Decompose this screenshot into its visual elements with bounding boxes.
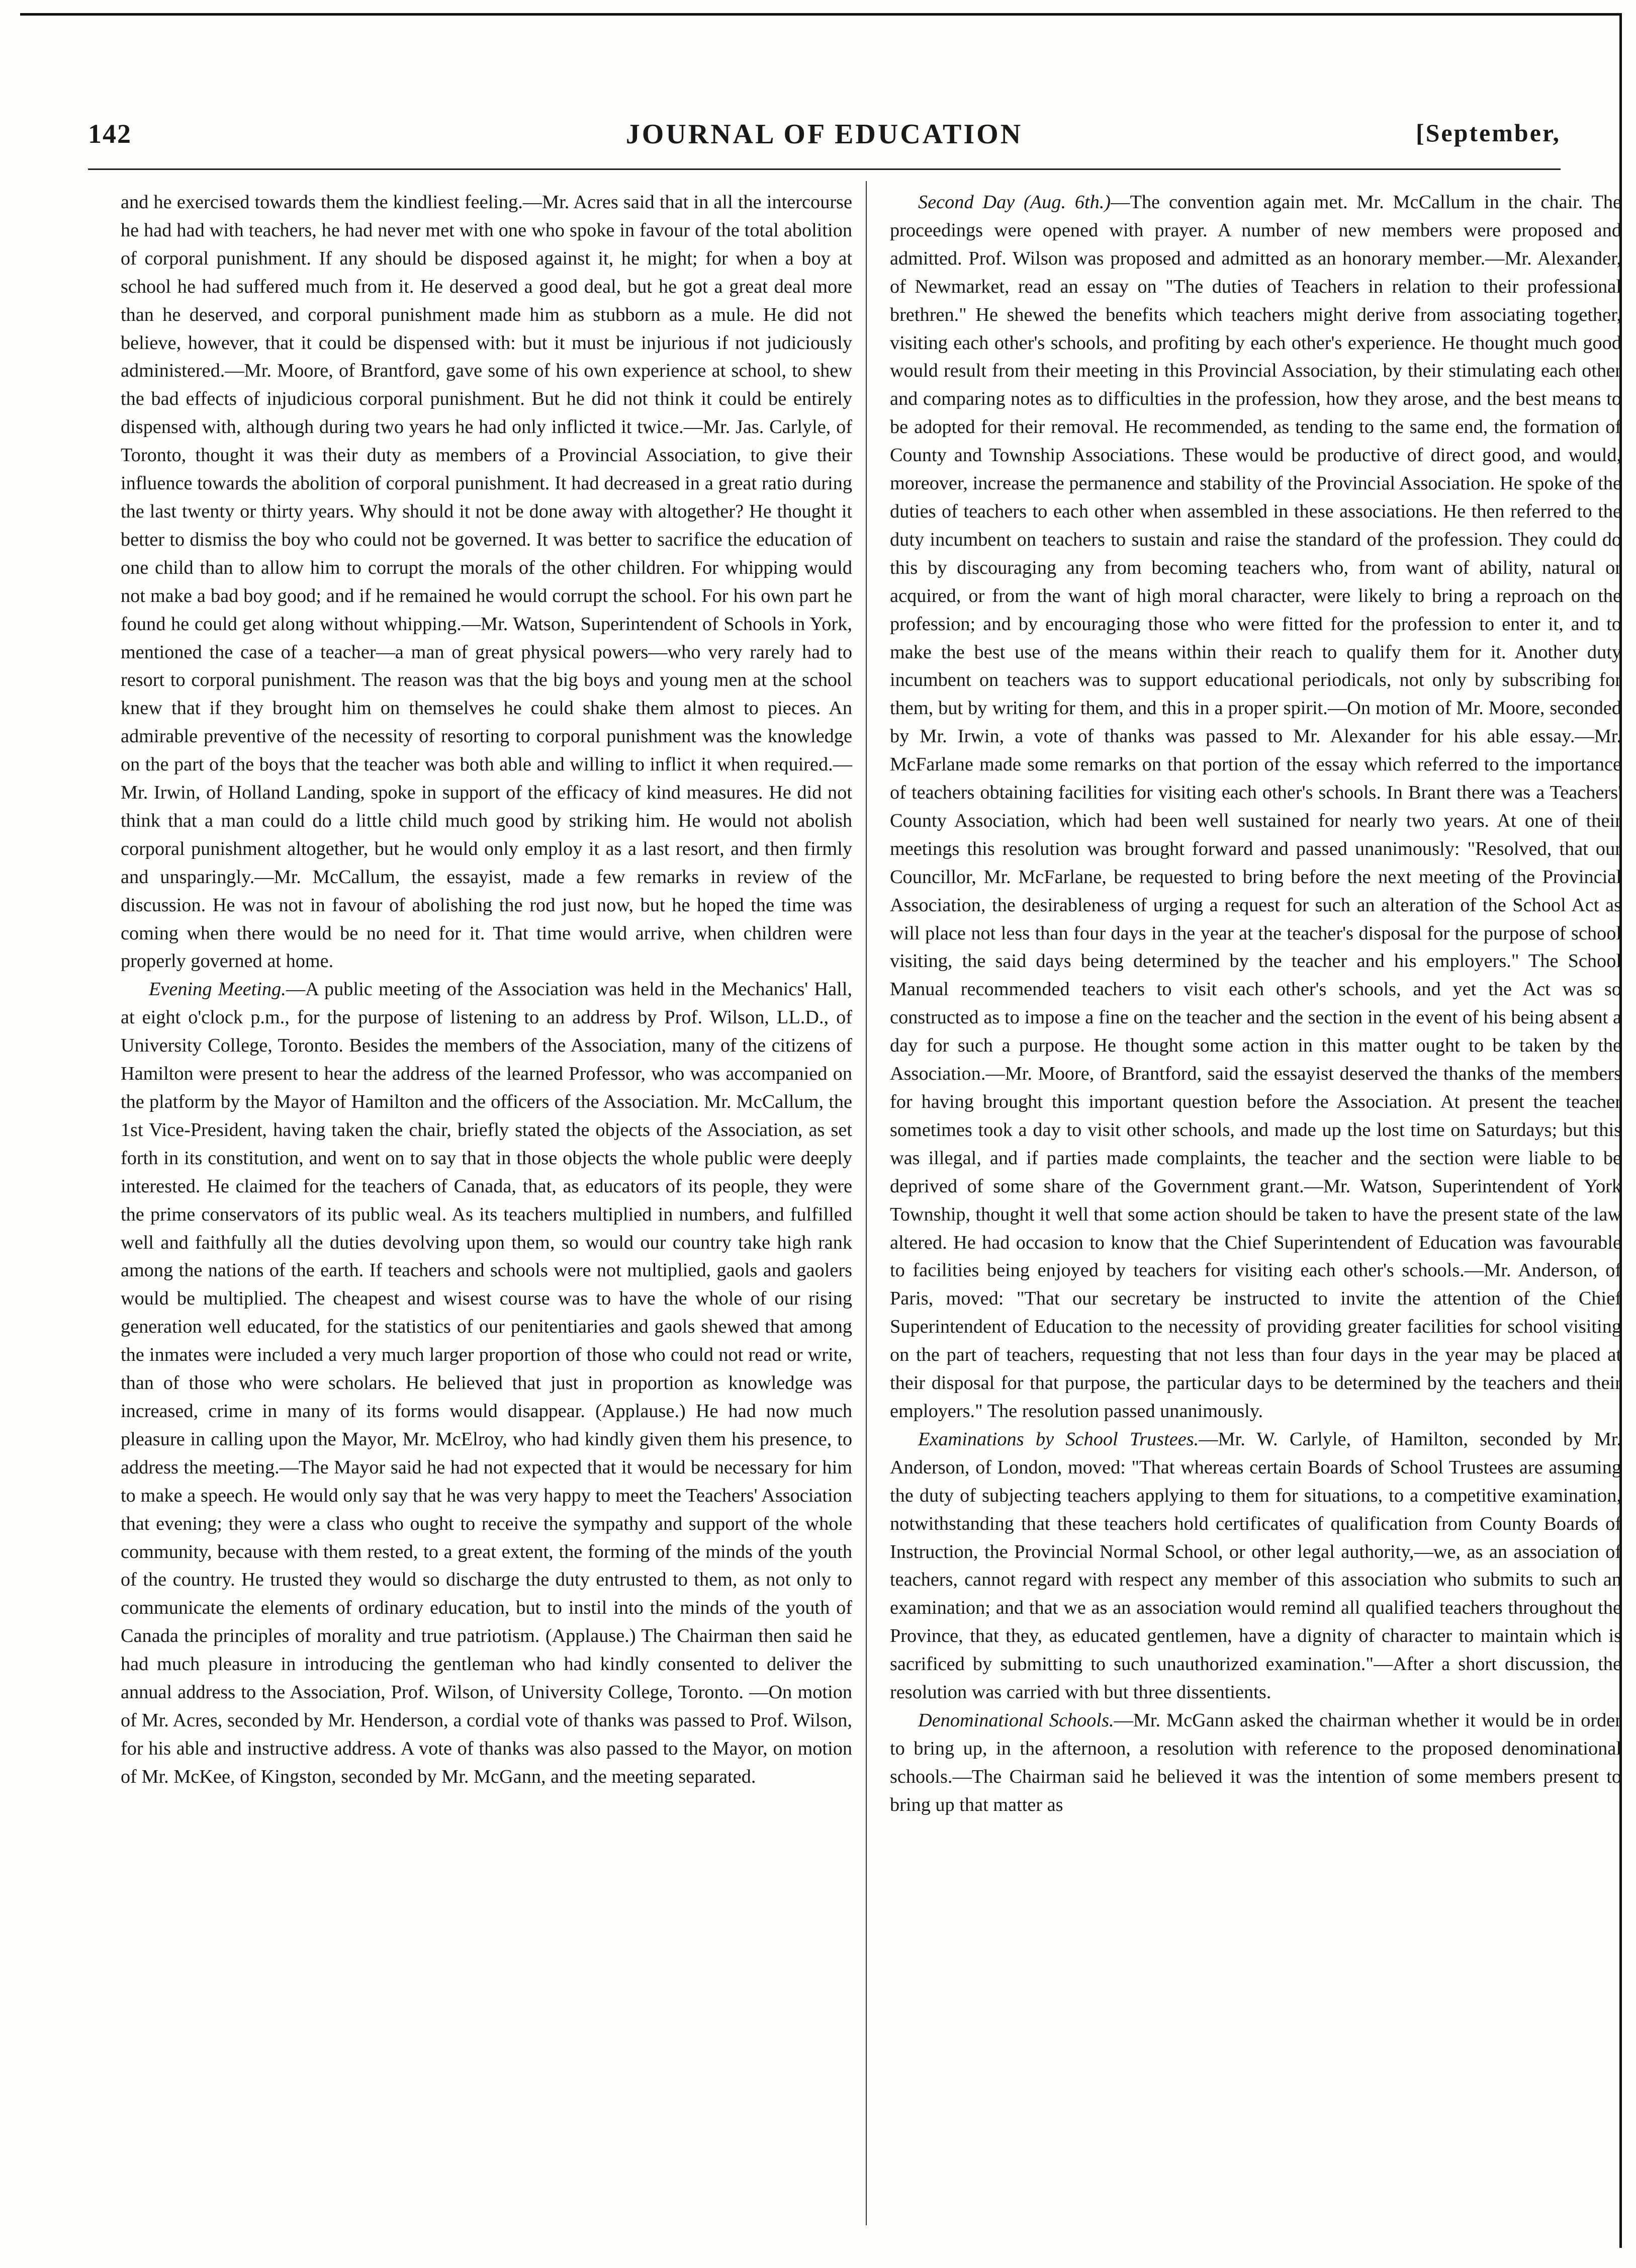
examinations-section (890, 1426, 1621, 1707)
left-column (121, 189, 852, 1791)
section-heading: Denominational Schools. (918, 1709, 1114, 1731)
paragraph-text: —Mr. McGann asked the chairman whether it would be in order to bring up, in the afternoon, a resolution with reference to the proposed denominational schools.—The Chairman said he believed it was the intention of some members present to bring up that matter as (890, 1709, 1621, 1815)
paragraph-text: —Mr. W. Carlyle, of Hamilton, seconded by Mr. Anderson, of London, moved: "That whereas certain Boards of School Trustees are assuming the duty of subjecting teachers applying to them for situations, to a competitive examination, notwithstanding that these teachers hold certificates of qualification from County Boards of Instruction, the Provincial Normal School, or other legal authority,—we, as an association of teachers, cannot regard with respect any member of this association who submits to such an examination; and that we as an association would remind all qualified teachers throughout the Province, that they, as educated gentlemen, have a dignity of character to maintain which is sacrificed by submitting to such unauthorized examination."—After a short discussion, the resolution was carried with but three dissentients. (890, 1428, 1621, 1703)
paragraph-text: —The convention again met. Mr. McCallum in the chair. The proceedings were opened with prayer. A number of new members were proposed and admitted. Prof. Wilson was proposed and admitted as an honorary member.—Mr. Alexander, of Newmarket, read an essay on "The duties of Teachers in relation to their professional brethren." He shewed the benefits which teachers might derive from associating together, visiting each other's schools, and profiting by each other's experience. He thought much good would result from their meeting in this Provincial Association, by their stimulating each other and comparing notes as to difficulties in the profession, how they arose, and the best means to be adopted for their removal. He recommended, as tending to the same end, the formation of County and Township Associations. These would be productive of direct good, and would, moreover, increase the permanence and stability of the Provincial Association. He spoke of the duties of teachers to each other when assembled in these associations. He then referred to the duty incumbent on teachers to sustain and raise the standard of the profession. They could do this by discouraging any from becoming teachers who, from want of ability, natural or acquired, or from the want of high moral character, were likely to bring a reproach on the profession; and by encouraging those who were fitted for the profession to enter it, and to make the best use of the means within their reach to qualify them for it. Another duty incumbent on teachers was to support educational periodicals, not only by subscribing for them, but by writing for them, and this in a proper spirit.—On motion of Mr. Moore, seconded by Mr. Irwin, a vote of thanks was passed to Mr. Alexander for his able essay.—Mr. McFarlane made some remarks on that portion of the essay which referred to the importance of teachers obtaining facilities for visiting each other's schools. In Brant there was a Teachers' County Association, which had been well sustained for nearly two years. At one of their meetings this resolution was brought forward and passed unanimously: "Resolved, that our Councillor, Mr. McFarlane, be requested to bring before the next meeting of the Provincial Association, the desirableness of urging a request for such an alteration of the School Act as will place not less than four days in the year at the teacher's disposal for the purpose of school visiting, the said days being determined by the teacher and his employers." The School Manual recommended teachers to visit each other's schools, and yet the Act was so constructed as to impose a fine on the teacher and the section in the event of his being absent a day for such a purpose. He thought some action in this matter ought to be taken by the Association.—Mr. Moore, of Brantford, said the essayist deserved the thanks of the members for having brought this important question before the Association. At present the teacher sometimes took a day to visit other schools, and made up the lost time on Saturdays; but this was illegal, and if parties made complaints, the teacher and the section were liable to be deprived of some share of the Government grant.—Mr. Watson, Superintendent of York Township, thought it well that some action should be taken to have the present state of the law altered. He had occasion to know that the Chief Superintendent of Education was favourable to facilities being enjoyed by teachers for visiting each other's schools.—Mr. Anderson, of Paris, moved: "That our secretary be instructed to invite the attention of the Chief Superintendent of Education to the necessity of providing greater facilities for school visiting on the part of teachers, requesting that not less than four days in the year may be placed at their disposal for that purpose, the particular days to be determined by the teachers and their employers." The resolution passed unanimously. (890, 192, 1621, 1422)
corporal-punishment-discussion (121, 189, 852, 976)
section-heading: Evening Meeting. (149, 979, 286, 1000)
header-rule (88, 168, 1561, 170)
paragraph-text: —A public meeting of the Association was held in the Mechanics' Hall, at eight o'clock p.m., for the purpose of listening to an address by Prof. Wilson, LL.D., of University College, Toronto. Besides the members of the Association, many of the citizens of Hamilton were present to hear the address of the learned Professor, who was accompanied on the platform by the Mayor of Hamilton and the officers of the Association. Mr. McCallum, the 1st Vice-President, having taken the chair, briefly stated the objects of the Association, as set forth in its constitution, and went on to say that in those objects the whole public were deeply interested. He claimed for the teachers of Canada, that, as educators of its people, they were the prime conservators of its public weal. As its teachers multiplied in numbers, and fulfilled well and faithfully all the duties devolving upon them, so would our country take high rank among the nations of the earth. If teachers and schools were not multiplied, gaols and gaolers would be multiplied. The cheapest and wisest course was to have the whole of our rising generation well educated, for the statistics of our penitentiaries and gaols shewed that among the inmates were included a very much larger proportion of those who could not read or write, than of those who were scholars. He believed that just in proportion as knowledge was increased, crime in many of its forms would disappear. (Applause.) He had now much pleasure in calling upon the Mayor, Mr. McElroy, who had kindly given them his presence, to address the meeting.—The Mayor said he had not expected that it would be necessary for him to make a speech. He would only say that he was very happy to meet the Teachers' Association that evening; they were a class who ought to receive the sympathy and support of the whole community, because with them rested, to a great extent, the forming of the minds of the youth of the country. He trusted they would so discharge the duty entrusted to them, as not only to communicate the elements of ordinary education, but to instil into the minds of the youth of Canada the principles of morality and true patriotism. (Applause.) The Chairman then said he had much pleasure in introducing the gentleman who had kindly consented to deliver the annual address to the Association, Prof. Wilson, of University College, Toronto. —On motion of Mr. Acres, seconded by Mr. Henderson, a cordial vote of thanks was passed to Prof. Wilson, for his able and instructive address. A vote of thanks was also passed to the Mayor, on motion of Mr. McKee, of Kingston, seconded by Mr. McGann, and the meeting separated. (121, 979, 852, 1787)
right-column (890, 189, 1621, 1819)
denominational-schools-section (890, 1707, 1621, 1819)
journal-title: JOURNAL OF EDUCATION (625, 119, 1023, 150)
scan-border-top (20, 13, 1621, 16)
running-header (88, 118, 1561, 163)
page-number: 142 (88, 119, 132, 149)
section-heading: Second Day (Aug. 6th.) (918, 192, 1111, 213)
column-divider (866, 181, 867, 2225)
section-heading: Examinations by School Trustees. (918, 1428, 1199, 1450)
evening-meeting-section (121, 976, 852, 1791)
issue-month: [September, (1415, 119, 1561, 147)
paragraph-text: and he exercised towards them the kindliest feeling.—Mr. Acres said that in all the intercourse he had had with teachers, he had never met with one who spoke in favour of the total abolition of corporal punishment. If any should be disposed against it, he might; for when a boy at school he had suffered much from it. He deserved a good deal, but he got a great deal more than he deserved, and corporal punishment made him as stubborn as a mule. He did not believe, however, that it could be dispensed with: but it must be injurious if not judiciously administered.—Mr. Moore, of Brantford, gave some of his own experience at school, to shew the bad effects of injudicious corporal punishment. But he did not think it could be entirely dispensed with, although during two years he had only inflicted it twice.—Mr. Jas. Carlyle, of Toronto, thought it was their duty as members of a Provincial Association, to give their influence towards the abolition of corporal punishment. It had decreased in a great ratio during the last twenty or thirty years. Why should it not be done away with altogether? He thought it better to dismiss the boy who could not be governed. It was better to sacrifice the education of one child than to allow him to corrupt the morals of the other children. For whipping would not make a bad boy good; and if he remained he would corrupt the school. For his own part he found he could get along without whipping.—Mr. Watson, Superintendent of Schools in York, mentioned the case of a teacher—a man of great physical powers—who very rarely had to resort to corporal punishment. The reason was that the big boys and young men at the school knew that if they brought him on themselves he could shake them almost to pieces. An admirable preventive of the necessity of resorting to corporal punishment was the knowledge on the part of the boys that the teacher was both able and willing to inflict it when required.—Mr. Irwin, of Holland Landing, spoke in support of the efficacy of kind measures. He did not think that a man could do a little child much good by striking him. He would not abolish corporal punishment altogether, but he would only employ it as a last resort, and then firmly and unsparingly.—Mr. McCallum, the essayist, made a few remarks in review of the discussion. He was not in favour of abolishing the rod just now, but he hoped the time was coming when there would be no need for it. That time would arrive, when children were properly governed at home. (121, 192, 852, 972)
second-day-section (890, 189, 1621, 1426)
